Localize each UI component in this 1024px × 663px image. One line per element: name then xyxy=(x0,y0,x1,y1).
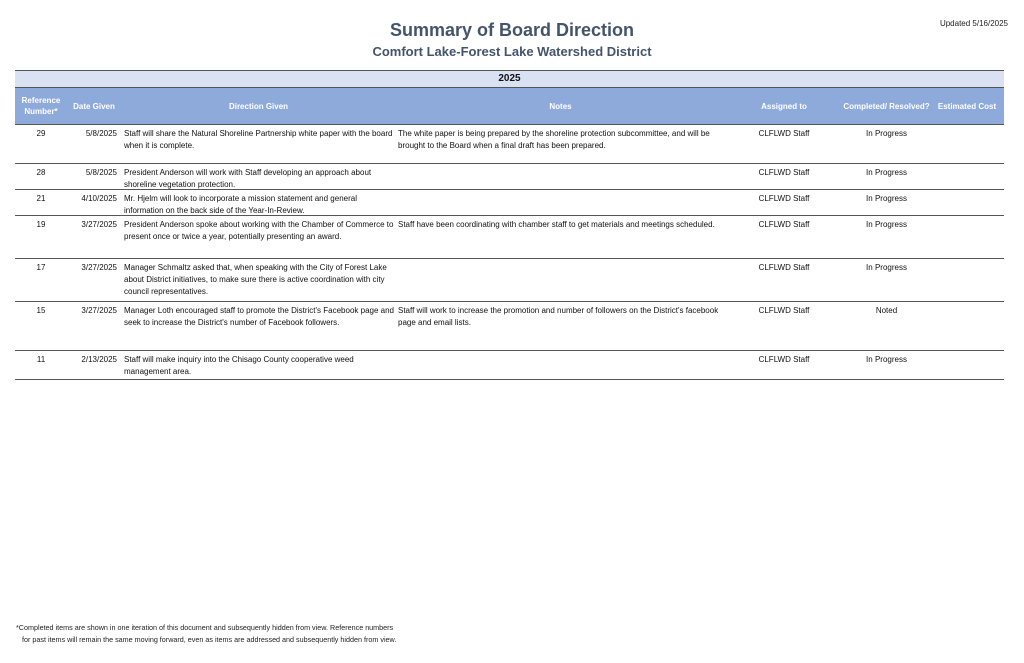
cell-direction: President Anderson will work with Staff developing an approach about shoreline vegetation protection. xyxy=(124,168,372,189)
footnote-line-1: *Completed items are shown in one iteration of this document and subsequently hidden from view. Reference numbers xyxy=(16,623,394,632)
cell-assigned: CLFLWD Staff xyxy=(758,263,810,272)
table-row xyxy=(15,125,1004,164)
cell-direction: Staff will make inquiry into the Chisago County cooperative weed management area. xyxy=(124,355,354,376)
cell-notes: Staff have been coordinating with chamber staff to get materials and meetings scheduled. xyxy=(398,220,715,229)
cell-cost xyxy=(930,125,1004,163)
cell-date: 3/27/2025 xyxy=(81,220,117,229)
cell-date: 5/8/2025 xyxy=(85,168,117,177)
cell-completed: In Progress xyxy=(866,355,907,364)
table-row xyxy=(15,302,1004,351)
column-header-cost: Estimated Cost xyxy=(937,101,997,111)
table-row xyxy=(15,190,1004,216)
footnote-line-2: for past items will remain the same moving forward, even as items are addressed and subsequently hidden from view. xyxy=(22,635,397,644)
page-subtitle: Comfort Lake-Forest Lake Watershed District xyxy=(372,44,652,59)
year-header: 2025 xyxy=(15,70,1004,88)
cell-cost xyxy=(930,164,1004,189)
table-row xyxy=(15,351,1004,380)
cell-ref: 19 xyxy=(36,220,46,229)
cell-cost xyxy=(930,216,1004,258)
cell-completed: Noted xyxy=(875,306,898,315)
cell-direction: President Anderson spoke about working with the Chamber of Commerce to present once or twice a year, potentially presenting an award. xyxy=(124,220,394,241)
cell-ref: 17 xyxy=(36,263,46,272)
cell-assigned: CLFLWD Staff xyxy=(758,168,810,177)
table-row xyxy=(15,164,1004,190)
cell-date: 4/10/2025 xyxy=(81,194,117,203)
cell-ref: 15 xyxy=(36,306,46,315)
cell-assigned: CLFLWD Staff xyxy=(758,194,810,203)
cell-direction: Manager Schmaltz asked that, when speaking with the City of Forest Lake about District initiatives, to make sure there is active coordination with city council representatives. xyxy=(124,263,387,296)
cell-assigned: CLFLWD Staff xyxy=(758,355,810,364)
cell-notes xyxy=(396,259,725,301)
cell-date: 2/13/2025 xyxy=(81,355,117,364)
cell-notes: Staff will work to increase the promotion and number of followers on the District's facebook page and email lists. xyxy=(398,306,719,327)
cell-completed: In Progress xyxy=(866,263,907,272)
cell-ref: 11 xyxy=(36,355,46,364)
page-title: Summary of Board Direction xyxy=(389,20,635,40)
table-row xyxy=(15,216,1004,259)
column-header-direction: Direction Given xyxy=(228,101,289,111)
column-header-notes: Notes xyxy=(549,101,572,111)
cell-direction: Manager Loth encouraged staff to promote the District's Facebook page and seek to increase the District's number of Facebook followers. xyxy=(124,306,394,327)
cell-cost xyxy=(930,351,1004,379)
column-header-ref: Reference Number* xyxy=(21,96,61,116)
cell-cost xyxy=(930,259,1004,301)
cell-notes: The white paper is being prepared by the shoreline protection subcommittee, and will be brought to the Board when a final draft has been prepared. xyxy=(398,129,710,150)
cell-assigned: CLFLWD Staff xyxy=(758,129,810,138)
column-header-row xyxy=(15,88,1004,125)
cell-completed: In Progress xyxy=(866,168,907,177)
cell-completed: In Progress xyxy=(866,194,907,203)
cell-completed: In Progress xyxy=(866,129,907,138)
cell-assigned: CLFLWD Staff xyxy=(758,306,810,315)
column-header-date: Date Given xyxy=(73,101,115,111)
table-row xyxy=(15,259,1004,302)
cell-direction: Staff will share the Natural Shoreline Partnership white paper with the board when it is complete. xyxy=(124,129,393,150)
column-header-completed: Completed/ Resolved? xyxy=(843,101,930,111)
cell-assigned: CLFLWD Staff xyxy=(758,220,810,229)
board-direction-table xyxy=(15,70,1004,380)
cell-date: 3/27/2025 xyxy=(81,263,117,272)
cell-notes xyxy=(396,164,725,189)
cell-date: 5/8/2025 xyxy=(85,129,117,138)
cell-ref: 29 xyxy=(36,129,46,138)
column-header-assigned: Assigned to xyxy=(761,101,807,111)
cell-notes xyxy=(396,190,725,215)
cell-date: 3/27/2025 xyxy=(81,306,117,315)
cell-cost xyxy=(930,302,1004,350)
cell-ref: 28 xyxy=(36,168,46,177)
updated-date: Updated 5/16/2025 xyxy=(939,19,1008,28)
footnote xyxy=(16,622,396,646)
cell-direction: Mr. Hjelm will look to incorporate a mission statement and general information on the back side of the Year-In-Review. xyxy=(124,194,357,215)
cell-cost xyxy=(930,190,1004,215)
cell-completed: In Progress xyxy=(866,220,907,229)
cell-ref: 21 xyxy=(36,194,46,203)
cell-notes xyxy=(396,351,725,379)
